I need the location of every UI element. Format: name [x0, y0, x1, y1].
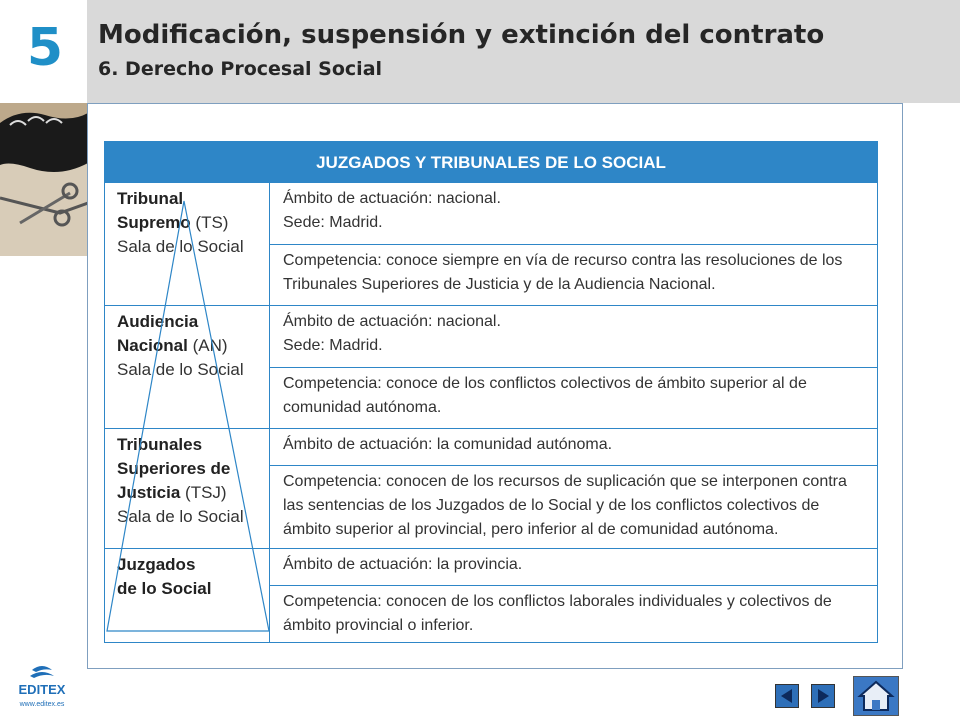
table-row-tsj-competencia — [269, 466, 877, 549]
table-row-juzgados-competencia — [269, 586, 877, 642]
page-title: Modificación, suspensión y extinción del contrato — [98, 20, 825, 50]
house-icon — [854, 677, 898, 715]
editex-logo — [10, 664, 74, 712]
ambito-text: Ámbito de actuación: nacional. — [283, 190, 501, 207]
previous-button[interactable] — [775, 684, 799, 708]
table-row-ts-ambito — [269, 183, 877, 245]
ambito-text: Ámbito de actuación: la comunidad autónoma. — [283, 436, 613, 453]
logo-text: EDITEX — [18, 682, 66, 697]
court-name-line1: Audiencia — [117, 312, 199, 331]
table-row-an-ambito — [269, 306, 877, 368]
triangle-left-icon — [776, 685, 798, 707]
table-row-tsj-ambito — [269, 429, 877, 466]
court-name-line2: Nacional — [117, 336, 188, 355]
next-button[interactable] — [811, 684, 835, 708]
chapter-number: 5 — [26, 18, 64, 78]
sede-text: Sede: Madrid. — [283, 214, 383, 231]
competencia-text: Competencia: conoce de los conflictos colectivos de ámbito superior al de comunidad autónoma. — [283, 375, 807, 416]
court-name-line1: Tribunal — [117, 189, 184, 208]
chapter-photo — [0, 103, 88, 256]
court-sala: Sala de lo Social — [117, 237, 244, 256]
table-heading: JUZGADOS Y TRIBUNALES DE LO SOCIAL — [105, 142, 877, 183]
court-name-line1: Tribunales — [117, 435, 203, 454]
courts-table — [104, 141, 878, 643]
competencia-text: Competencia: conoce siempre en vía de recurso contra las resoluciones de los Tribunales Superiores de Justicia y de la Audiencia Nacional. — [283, 252, 843, 293]
court-name-line2: Superiores de — [117, 459, 231, 478]
table-row-juzgados-ambito — [269, 549, 877, 586]
table-row-tsj-court — [105, 429, 269, 549]
ambito-text: Ámbito de actuación: nacional. — [283, 313, 501, 330]
ambito-text: Ámbito de actuación: la provincia. — [283, 556, 523, 573]
competencia-text: Competencia: conocen de los conflictos laborales individuales y colectivos de ámbito provincial o inferior. — [283, 593, 832, 634]
table-row-an-competencia — [269, 368, 877, 429]
table-row-ts-competencia — [269, 245, 877, 306]
header-band — [87, 0, 960, 103]
home-button[interactable] — [853, 676, 899, 716]
competencia-text: Competencia: conocen de los recursos de suplicación que se interponen contra las sentencias de los Juzgados de lo Social y de los conflictos colectivos de ámbito superior al provincial, pero inferior al de comunidad autónoma. — [283, 473, 847, 538]
table-row-ts-court — [105, 183, 269, 306]
court-name-line1: Juzgados — [117, 555, 196, 574]
court-sala: Sala de lo Social — [117, 360, 244, 379]
court-abbr: (TS) — [190, 213, 229, 232]
court-sala: Sala de lo Social — [117, 507, 244, 526]
court-name-line3: Justicia — [117, 483, 181, 502]
triangle-right-icon — [812, 685, 834, 707]
sede-text: Sede: Madrid. — [283, 337, 383, 354]
court-name-line2: de lo Social — [117, 579, 212, 598]
table-row-juzgados-court — [105, 549, 269, 642]
court-abbr: (AN) — [187, 336, 228, 355]
table-row-an-court — [105, 306, 269, 429]
page-subtitle: 6. Derecho Procesal Social — [98, 58, 383, 80]
logo-url-text: www.editex.es — [19, 701, 65, 708]
header — [0, 0, 960, 103]
court-abbr: (TSJ) — [180, 483, 227, 502]
court-name-line2: Supremo — [117, 213, 191, 232]
